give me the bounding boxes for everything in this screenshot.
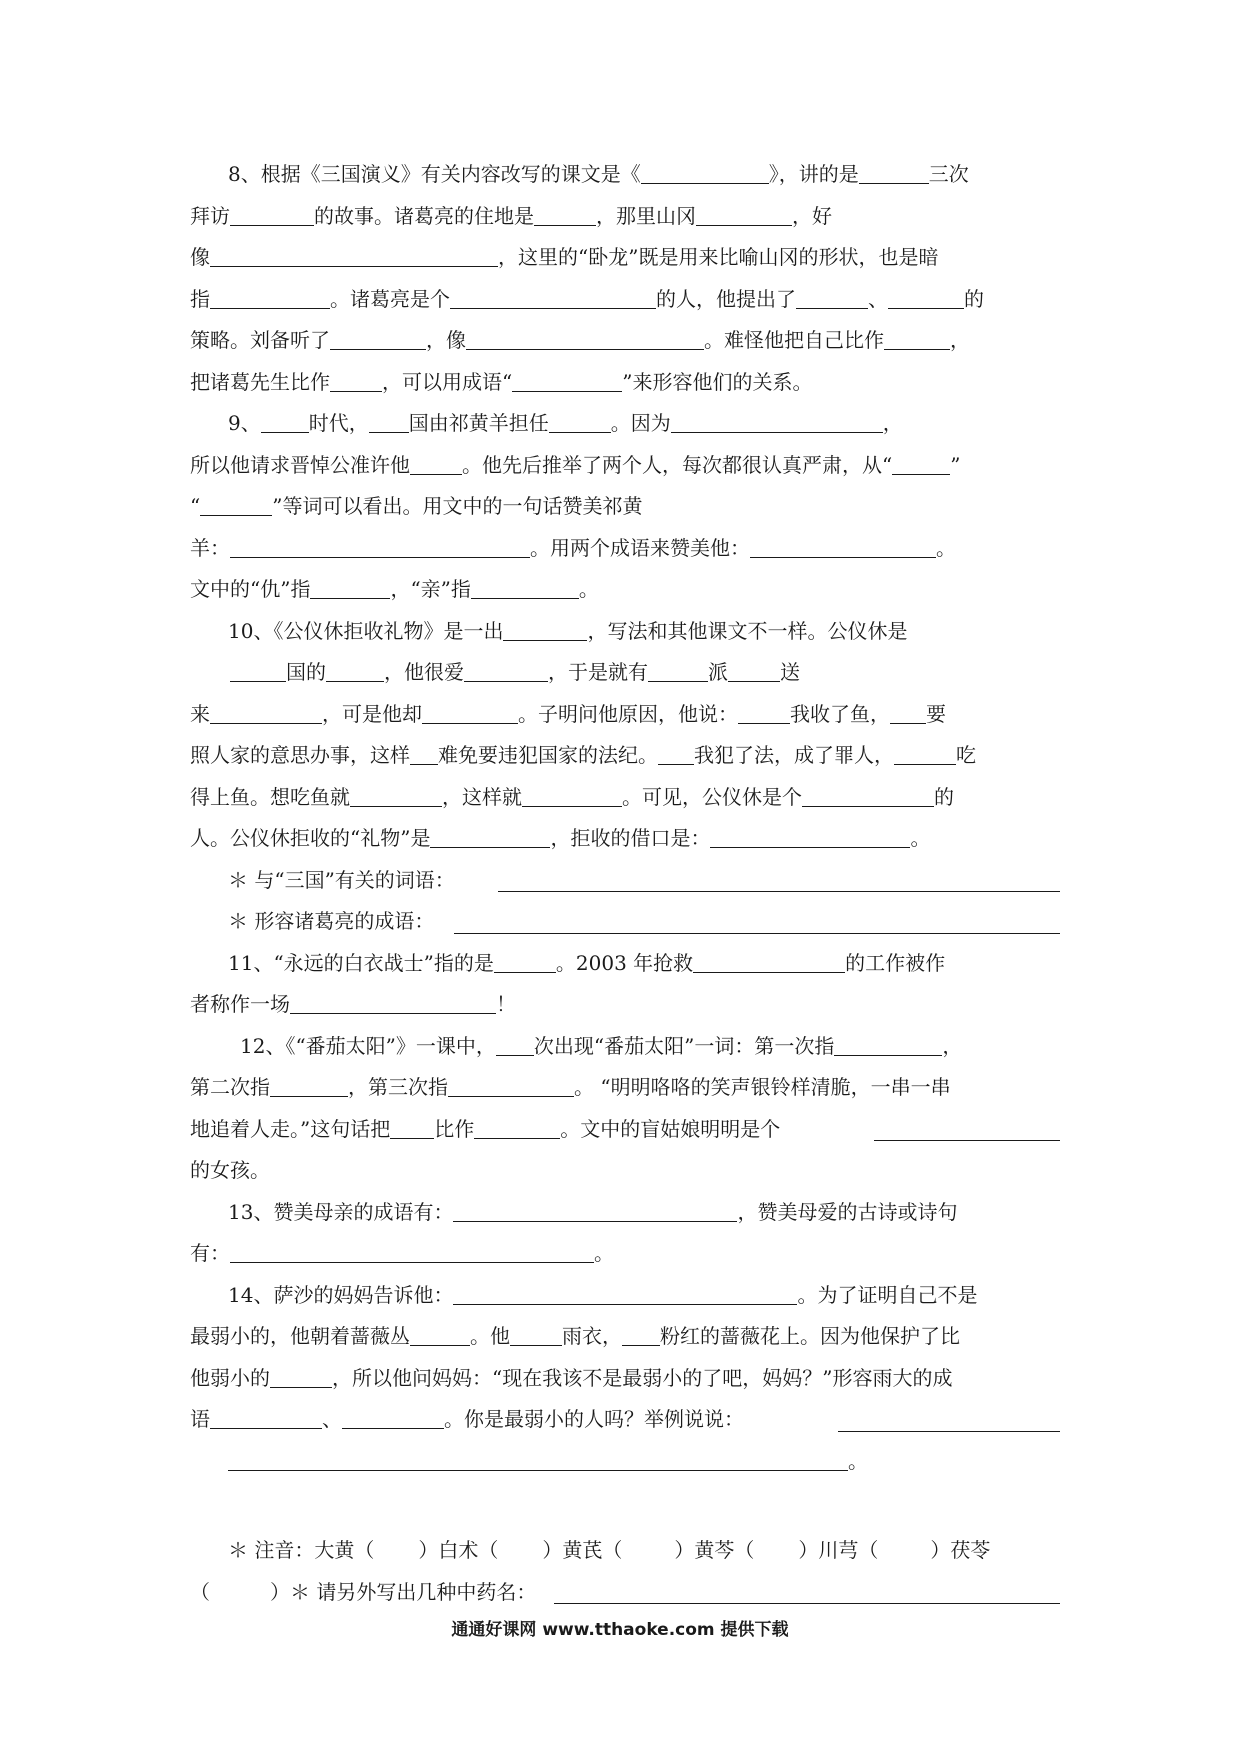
blank[interactable] bbox=[522, 780, 622, 807]
blank[interactable] bbox=[802, 780, 934, 807]
q8-text: 》，讲的是 bbox=[768, 162, 859, 186]
q14-text: 。 bbox=[848, 1448, 868, 1473]
q14-line5 bbox=[190, 1441, 1060, 1483]
q9-text: ， bbox=[882, 411, 903, 435]
blank[interactable] bbox=[422, 697, 518, 724]
blank[interactable] bbox=[892, 448, 950, 475]
blank[interactable] bbox=[350, 780, 442, 807]
blank[interactable] bbox=[369, 406, 409, 433]
blank[interactable] bbox=[330, 323, 426, 350]
q14-text: 他弱小的 bbox=[190, 1365, 270, 1390]
q14-line4 bbox=[190, 1399, 1060, 1441]
blank[interactable] bbox=[874, 1140, 1060, 1141]
q12-text: 。 “明明咯咯的笑声银铃样清脆，一串一串 bbox=[574, 1075, 951, 1099]
blank[interactable] bbox=[494, 946, 556, 973]
q14-line3 bbox=[190, 1358, 1060, 1400]
q13-line2 bbox=[190, 1233, 1060, 1275]
q8-text: 的人，他提出了 bbox=[656, 286, 796, 311]
blank[interactable] bbox=[890, 697, 926, 724]
blank[interactable] bbox=[622, 1319, 660, 1346]
q9-line3 bbox=[190, 486, 1060, 528]
blank[interactable] bbox=[466, 323, 704, 350]
footer-credit: 通通好课网 www.tthaoke.com 提供下载 bbox=[451, 1620, 789, 1640]
q10-text: 人。公仪休拒收的“礼物”是 bbox=[190, 826, 431, 850]
blank[interactable] bbox=[859, 157, 929, 184]
q8-line1 bbox=[190, 154, 1060, 196]
blank[interactable] bbox=[228, 1444, 848, 1471]
q12-text: 比作 bbox=[434, 1116, 475, 1141]
q10-line2 bbox=[190, 652, 1060, 694]
q10-text: 要 bbox=[926, 701, 946, 726]
blank[interactable] bbox=[738, 697, 790, 724]
notes-line2 bbox=[190, 1572, 1060, 1614]
blank[interactable] bbox=[474, 1112, 560, 1139]
q12-line3 bbox=[190, 1109, 1060, 1151]
blank[interactable] bbox=[430, 821, 550, 848]
blank[interactable] bbox=[310, 572, 390, 599]
q12-text: 。文中的盲姑娘明明是个 bbox=[560, 1116, 781, 1141]
extra-sanguo-line bbox=[190, 860, 1060, 902]
q14-text: 、 bbox=[322, 1407, 342, 1431]
q10-text: 。子明问他原因，他说： bbox=[518, 701, 738, 726]
q9-text: 文中的“仇”指 bbox=[190, 577, 311, 601]
q11-text: 者称作一场 bbox=[190, 992, 290, 1016]
q9-text: 时代， bbox=[308, 411, 369, 435]
blank[interactable] bbox=[453, 1278, 797, 1305]
q9-text: 。因为 bbox=[610, 411, 671, 435]
q10-text: 吃 bbox=[956, 743, 976, 767]
spacer bbox=[190, 1482, 1060, 1530]
q10-text: 国的 bbox=[286, 660, 326, 684]
blank[interactable] bbox=[290, 987, 496, 1014]
q12-text: 次出现“番茄太阳”一词：第一次指 bbox=[533, 1033, 835, 1058]
q10-text: 。可见，公仪休是个 bbox=[622, 784, 802, 809]
q13-text: ，赞美母爱的古诗或诗句 bbox=[737, 1199, 958, 1224]
blank[interactable] bbox=[894, 738, 956, 765]
q11-line1 bbox=[190, 943, 1060, 985]
q14-line1 bbox=[190, 1275, 1060, 1317]
blank[interactable] bbox=[512, 365, 622, 392]
blank[interactable] bbox=[498, 891, 1060, 892]
blank[interactable] bbox=[641, 157, 769, 184]
q8-line4 bbox=[190, 279, 1060, 321]
blank[interactable] bbox=[471, 572, 579, 599]
blank[interactable] bbox=[454, 933, 1060, 934]
q8-text: 、 bbox=[868, 286, 888, 311]
blank[interactable] bbox=[710, 821, 910, 848]
q10-text: ，可是他却 bbox=[322, 701, 422, 726]
blank[interactable] bbox=[750, 531, 936, 558]
q8-text: ，那里山冈 bbox=[596, 203, 696, 228]
blank[interactable] bbox=[796, 282, 868, 309]
blank[interactable] bbox=[210, 240, 498, 267]
blank[interactable] bbox=[671, 406, 883, 433]
blank[interactable] bbox=[230, 199, 314, 226]
q12-line4 bbox=[190, 1150, 1060, 1192]
blank[interactable] bbox=[410, 738, 438, 765]
blank[interactable] bbox=[210, 1402, 322, 1429]
q9-line5 bbox=[190, 569, 1060, 611]
blank[interactable] bbox=[510, 1319, 562, 1346]
notes-text: ）白术（ bbox=[418, 1538, 499, 1562]
q9-text: ，“亲”指 bbox=[390, 577, 471, 601]
notes-text: ）黄芪（ bbox=[542, 1538, 623, 1562]
q13-text: 。 bbox=[594, 1241, 614, 1265]
q14-line2 bbox=[190, 1316, 1060, 1358]
notes-text: ）茯苓 bbox=[930, 1538, 991, 1562]
q14-text: 最弱小的，他朝着蔷薇丛 bbox=[190, 1324, 410, 1348]
q10-line3 bbox=[190, 694, 1060, 736]
q10-line5 bbox=[190, 777, 1060, 819]
blank[interactable] bbox=[326, 655, 384, 682]
q8-text: 8、根据《三国演义》有关内容改写的课文是《 bbox=[228, 162, 641, 186]
q13-text: 有： bbox=[190, 1241, 230, 1265]
q12-text: 地追着人走。”这句话把 bbox=[190, 1116, 391, 1141]
q11-text: 11、“永远的白衣战士”指的是 bbox=[228, 950, 494, 975]
q10-text: ，他很爱 bbox=[384, 660, 464, 684]
q8-text: 的 bbox=[964, 286, 984, 311]
blank[interactable] bbox=[230, 531, 530, 558]
blank[interactable] bbox=[648, 655, 708, 682]
q8-line6 bbox=[190, 362, 1060, 404]
q8-text: 把诸葛先生比作 bbox=[190, 369, 330, 394]
blank[interactable] bbox=[410, 1319, 470, 1346]
q9-text: 。 bbox=[578, 577, 599, 601]
q10-text: ，拒收的借口是： bbox=[550, 826, 711, 850]
q14-text: 雨衣， bbox=[562, 1324, 622, 1348]
q9-text: 9、 bbox=[228, 411, 261, 435]
q12-text: 12、《“番茄太阳”》一课中， bbox=[240, 1033, 496, 1058]
q8-text: 策略。刘备听了 bbox=[190, 328, 330, 352]
q14-text: 14、萨沙的妈妈告诉他： bbox=[228, 1282, 454, 1307]
blank[interactable] bbox=[464, 655, 548, 682]
q14-text: 。他 bbox=[470, 1324, 510, 1348]
extra-sanguo-label: ＊ 与“三国”有关的词语： bbox=[228, 867, 455, 892]
q8-text: 指 bbox=[190, 286, 210, 311]
blank[interactable] bbox=[200, 489, 272, 516]
blank[interactable] bbox=[230, 1236, 594, 1263]
q10-text: 派 bbox=[708, 660, 728, 684]
q10-line1 bbox=[190, 611, 1060, 653]
q10-text: ，于是就有 bbox=[548, 660, 648, 684]
q11-text: 的工作被作 bbox=[845, 950, 946, 975]
blank[interactable] bbox=[330, 365, 382, 392]
q9-line1 bbox=[190, 403, 1060, 445]
extra-zhuge-label: ＊ 形容诸葛亮的成语： bbox=[228, 909, 435, 933]
q10-text: 我犯了法，成了罪人， bbox=[694, 743, 894, 767]
q8-text: 三次 bbox=[928, 162, 969, 186]
q10-text: 得上鱼。想吃鱼就 bbox=[190, 784, 350, 809]
q11-text: ！ bbox=[496, 992, 516, 1016]
q8-line2 bbox=[190, 196, 1060, 238]
blank[interactable] bbox=[410, 448, 462, 475]
q9-line4 bbox=[190, 528, 1060, 570]
blank[interactable] bbox=[230, 655, 286, 682]
blank[interactable] bbox=[884, 323, 950, 350]
q14-text: 。你是最弱小的人吗？举例说说： bbox=[444, 1407, 744, 1431]
q8-text: 像 bbox=[190, 245, 210, 269]
q10-text: ，这样就 bbox=[442, 784, 522, 809]
blank[interactable] bbox=[210, 697, 322, 724]
blank[interactable] bbox=[834, 1029, 942, 1056]
q8-text: ， bbox=[950, 328, 970, 352]
blank[interactable] bbox=[503, 614, 587, 641]
notes-line1 bbox=[190, 1530, 1060, 1572]
blank[interactable] bbox=[450, 282, 656, 309]
notes-text: （ bbox=[190, 1579, 210, 1604]
q8-text: ，好 bbox=[792, 203, 832, 228]
blank[interactable] bbox=[549, 406, 611, 433]
q14-text: ，所以他问妈妈：“现在我该不是最弱小的了吧，妈妈？”形容雨大的成 bbox=[332, 1365, 953, 1390]
q10-text: 难免要违犯国家的法纪。 bbox=[438, 743, 658, 767]
blank[interactable] bbox=[888, 282, 964, 309]
worksheet-content bbox=[190, 154, 1060, 1613]
blank[interactable] bbox=[390, 1112, 434, 1139]
q8-text: ，这里的“卧龙”既是用来比喻山冈的形状，也是暗 bbox=[498, 245, 939, 269]
q10-text: 10、《公仪休拒收礼物》是一出 bbox=[228, 618, 504, 643]
q8-text: 。难怪他把自己比作 bbox=[704, 328, 884, 352]
blank[interactable] bbox=[270, 1361, 332, 1388]
blank[interactable] bbox=[534, 199, 596, 226]
blank[interactable] bbox=[554, 1603, 1060, 1604]
blank[interactable] bbox=[453, 1195, 737, 1222]
q9-text: ” bbox=[950, 452, 961, 477]
q12-line2 bbox=[190, 1067, 1060, 1109]
q13-text: 13、赞美母亲的成语有： bbox=[228, 1199, 454, 1224]
blank[interactable] bbox=[448, 1070, 574, 1097]
q12-text: 的女孩。 bbox=[190, 1158, 270, 1182]
q10-text: ，写法和其他课文不一样。公仪休是 bbox=[587, 618, 908, 643]
q9-line2 bbox=[190, 445, 1060, 487]
blank[interactable] bbox=[261, 406, 309, 433]
q10-text: 照人家的意思办事，这样 bbox=[190, 743, 410, 767]
blank[interactable] bbox=[496, 1029, 534, 1056]
blank[interactable] bbox=[693, 946, 845, 973]
q8-text: ，像 bbox=[426, 328, 466, 352]
blank[interactable] bbox=[838, 1431, 1060, 1432]
q8-text: 。诸葛亮是个 bbox=[330, 286, 450, 311]
q10-text: 。 bbox=[910, 826, 931, 850]
q10-text: 来 bbox=[190, 701, 210, 726]
q9-text: 羊： bbox=[190, 535, 230, 560]
q8-text: 拜访 bbox=[190, 203, 230, 228]
q14-text: 语 bbox=[190, 1407, 210, 1431]
blank[interactable] bbox=[696, 199, 792, 226]
blank[interactable] bbox=[342, 1402, 444, 1429]
notes-text: ）黄芩（ bbox=[674, 1538, 755, 1562]
q14-text: 。为了证明自己不是 bbox=[797, 1282, 978, 1307]
q14-text: 粉红的蔷薇花上。因为他保护了比 bbox=[660, 1324, 960, 1348]
q9-text: 。用两个成语来赞美他： bbox=[530, 535, 750, 560]
q9-text: 。他先后推举了两个人，每次都很认真严肃，从“ bbox=[462, 452, 893, 477]
q9-text: 。 bbox=[936, 535, 956, 560]
extra-zhuge-line bbox=[190, 901, 1060, 943]
q11-text: 。2003 年抢救 bbox=[555, 950, 694, 975]
q12-text: 第二次指 bbox=[190, 1075, 270, 1099]
q10-line6 bbox=[190, 818, 1060, 860]
blank[interactable] bbox=[210, 282, 330, 309]
q12-text: ，第三次指 bbox=[348, 1075, 448, 1099]
q8-line3 bbox=[190, 237, 1060, 279]
q8-text: ，可以用成语“ bbox=[382, 369, 513, 394]
q9-text: ”等词可以看出。用文中的一句话赞美祁黄 bbox=[272, 494, 643, 518]
q9-text: 国由祁黄羊担任 bbox=[408, 411, 549, 435]
blank[interactable] bbox=[270, 1070, 348, 1097]
q10-text: 送 bbox=[780, 660, 800, 684]
q8-text: ”来形容他们的关系。 bbox=[622, 369, 813, 394]
notes-text: ）川芎（ bbox=[798, 1538, 879, 1562]
q10-line4 bbox=[190, 735, 1060, 777]
notes-text: ）＊ 请另外写出几种中药名： bbox=[270, 1579, 537, 1604]
q9-text: 所以他请求晋悼公准许他 bbox=[190, 452, 410, 477]
notes-text: ＊ 注音：大黄（ bbox=[228, 1538, 375, 1562]
q10-text: 我收了鱼， bbox=[790, 701, 890, 726]
q12-text: ， bbox=[942, 1033, 963, 1058]
q13-line1 bbox=[190, 1192, 1060, 1234]
q8-text: 的故事。诸葛亮的住地是 bbox=[314, 203, 534, 228]
q8-line5 bbox=[190, 320, 1060, 362]
q9-text: “ bbox=[190, 494, 201, 518]
q11-line2 bbox=[190, 984, 1060, 1026]
blank[interactable] bbox=[728, 655, 780, 682]
blank[interactable] bbox=[658, 738, 694, 765]
q10-text: 的 bbox=[934, 784, 954, 809]
q12-line1 bbox=[190, 1026, 1060, 1068]
